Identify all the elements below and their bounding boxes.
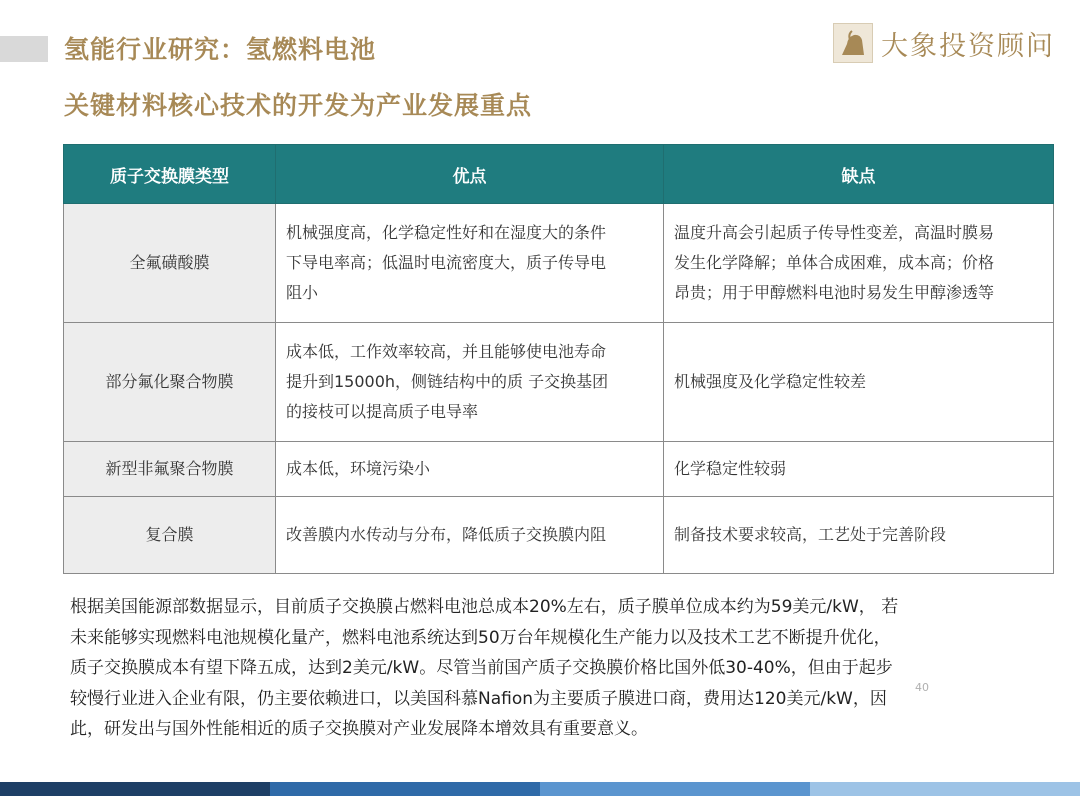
cell-line: 温度升高会引起质子传导性变差，高温时膜易 (674, 223, 995, 242)
page-title: 氢能行业研究：氢燃料电池 (64, 35, 377, 64)
cell-line: 的接枝可以提高质子电导率 (286, 402, 479, 421)
table-row (64, 497, 1054, 574)
summary-line: 根据美国能源部数据显示，目前质子交换膜占燃料电池总成本20%左右，质子膜单位成本约为59美元/kW， 若 (70, 597, 899, 617)
table-row (64, 323, 1054, 442)
page-subtitle: 关键材料核心技术的开发为产业发展重点 (64, 91, 533, 120)
header-advantages: 优点 (276, 145, 664, 204)
advantages-cell (276, 204, 664, 323)
cell-line: 成本低，环境污染小 (286, 459, 431, 478)
disadvantages-cell (664, 497, 1054, 574)
advantages-cell (276, 323, 664, 442)
cell-line: 下导电率高；低温时电流密度大，质子传导电 (286, 253, 607, 272)
table-row (64, 442, 1054, 497)
cell-line: 成本低，工作效率较高，并且能够使电池寿命 (286, 342, 607, 361)
elephant-logo-icon (833, 23, 873, 63)
cell-line: 发生化学降解；单体合成困难，成本高；价格 (674, 253, 995, 272)
table-row (64, 204, 1054, 323)
cell-line: 昂贵；用于甲醇燃料电池时易发生甲醇渗透等 (674, 283, 995, 302)
disadvantages-cell (664, 204, 1054, 323)
summary-line: 较慢行业进入企业有限，仍主要依赖进口，以美国科慕Nafion为主要质子膜进口商，费用达120美元/kW，因 (70, 688, 887, 709)
summary-line: 质子交换膜成本有望下降五成，达到2美元/kW。尽管当前国产质子交换膜价格比国外低30-40%，但由于起步 (70, 658, 893, 678)
advantages-cell (276, 497, 664, 574)
bottom-color-bar (0, 782, 1080, 796)
disadvantages-cell (664, 442, 1054, 497)
cell-line: 阻小 (286, 283, 319, 302)
bottom-bar-segment (540, 782, 810, 796)
header-membrane-type: 质子交换膜类型 (64, 145, 276, 204)
summary-line: 此，研发出与国外性能相近的质子交换膜对产业发展降本增效具有重要意义。 (70, 719, 648, 739)
membrane-type-cell: 新型非氟聚合物膜 (64, 442, 276, 497)
summary-line: 未来能够实现燃料电池规模化量产，燃料电池系统达到50万台年规模化生产能力以及技术工艺不断提升优化， (70, 627, 891, 648)
membrane-type-cell: 复合膜 (64, 497, 276, 574)
bottom-bar-segment (810, 782, 1080, 796)
membrane-comparison-table (63, 144, 1054, 574)
company-logo (833, 22, 1055, 64)
advantages-cell (276, 442, 664, 497)
bottom-bar-segment (0, 782, 270, 796)
cell-line: 机械强度高，化学稳定性好和在湿度大的条件 (286, 223, 607, 242)
cell-line: 提升到15000h，侧链结构中的质 子交换基团 (286, 372, 609, 391)
page-number: 40 (915, 681, 929, 694)
cell-line: 化学稳定性较弱 (674, 459, 787, 478)
left-accent-tab (0, 36, 48, 62)
bottom-bar-segment (270, 782, 540, 796)
membrane-type-cell: 部分氟化聚合物膜 (64, 323, 276, 442)
cell-line: 机械强度及化学稳定性较差 (674, 372, 867, 391)
disadvantages-cell (664, 323, 1054, 442)
cell-line: 改善膜内水传动与分布，降低质子交换膜内阻 (286, 525, 607, 544)
table-header-row (64, 145, 1054, 204)
summary-paragraph (70, 592, 1060, 745)
header-disadvantages: 缺点 (664, 145, 1054, 204)
membrane-type-cell: 全氟磺酸膜 (64, 204, 276, 323)
cell-line: 制备技术要求较高，工艺处于完善阶段 (674, 525, 947, 544)
logo-text: 大象投资顾问 (881, 30, 1055, 62)
